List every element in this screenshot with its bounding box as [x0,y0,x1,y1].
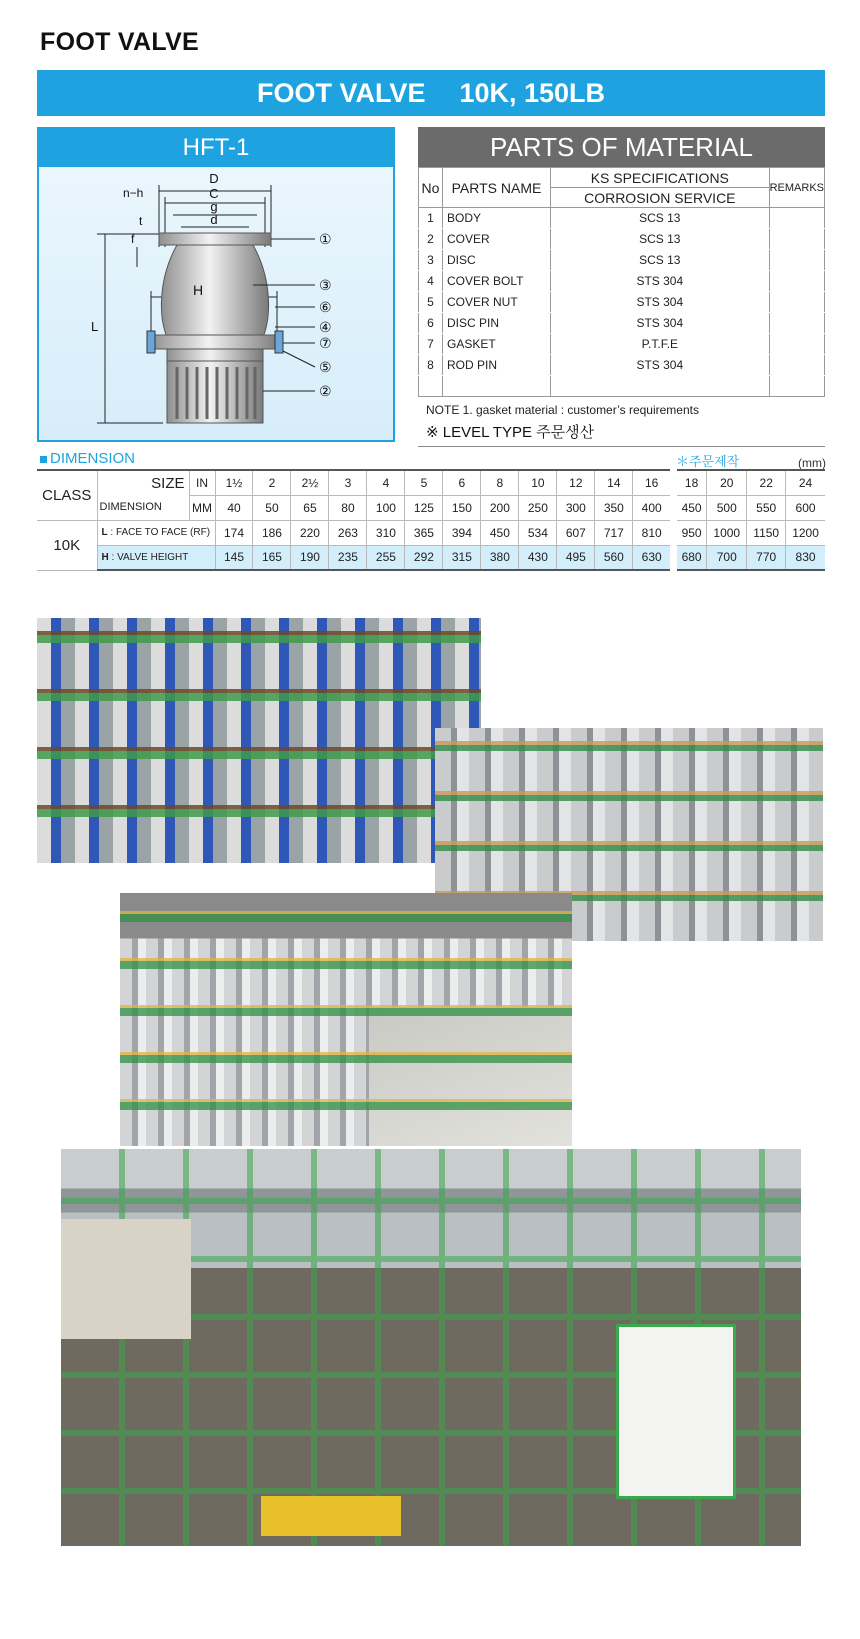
label-g: g [210,199,218,214]
parts-of-material [418,127,825,447]
valve-drawing [39,167,393,440]
label-f: f [131,232,135,246]
unit-label: (mm) [798,456,826,470]
table-row: 8 ROD PIN STS 304 [419,355,825,376]
made-to-order-label: ＊주문제작 [676,454,740,469]
header-remarks: REMARKS [769,168,824,208]
in-header: IN [189,470,215,495]
callout-2: ② [319,383,332,399]
callout-5: ⑤ [319,359,332,375]
label-H: H [193,282,204,298]
label-L: L [91,319,99,334]
valve-drawing-svg [39,167,393,440]
table-row-empty [419,376,825,397]
level-type-note: ※ LEVEL TYPE 주문생산 [418,421,825,447]
table-row: 5 COVER NUT STS 304 [419,292,825,313]
header-corrosion: CORROSION SERVICE [551,188,770,208]
model-name: HFT-1 [39,129,393,167]
warehouse-photo-overview [61,1149,801,1546]
dimension-header: DIMENSION [97,495,189,520]
table-row: 6 DISC PIN STS 304 [419,313,825,334]
header-parts-name: PARTS NAME [443,168,551,208]
banner-rating: 10K, 150LB [459,77,606,108]
warehouse-photo-valve-racks [37,618,481,863]
parts-table [418,167,825,397]
class-value: 10K [37,520,97,570]
label-nh: n−h [123,186,144,200]
parts-title: PARTS OF MATERIAL [418,127,825,167]
model-panel [37,127,395,442]
mm-header: MM [189,495,215,520]
size-header: SIZE [97,470,189,495]
page-title: FOOT VALVE [40,28,200,56]
callout-7: ⑦ [319,335,332,351]
header-ks-spec: KS SPECIFICATIONS [551,168,770,188]
callout-4: ④ [319,319,332,335]
label-d: d [210,212,218,227]
label-C: C [209,186,219,201]
table-row: 2 COVER SCS 13 [419,229,825,250]
table-row: 4 COVER BOLT STS 304 [419,271,825,292]
made-to-order-table: 18 20 22 24 450 500 550 600 950 1000 1150 1200 680 700 770 830 [677,469,825,571]
table-row: 1 BODY SCS 13 [419,208,825,229]
callout-3: ③ [319,277,332,293]
table-row: 3 DISC SCS 13 [419,250,825,271]
product-banner [37,70,825,116]
gasket-note: NOTE 1. gasket material : customer’s requirements [426,403,699,417]
class-header: CLASS [37,470,97,520]
dimension-label: DIMENSION [40,450,135,467]
warehouse-photo-aisle [120,893,572,1146]
header-no: No [419,168,443,208]
face-to-face-label: L : FACE TO FACE (RF) [97,520,215,545]
table-row: 7 GASKET P.T.F.E [419,334,825,355]
label-D: D [209,171,219,186]
dimension-table: CLASS SIZE IN 1½ 2 2½ 3 4 5 6 8 10 12 14 16 DIMENSION MM 40 50 65 80 100 125 150 200 250 300 350 400 10K L : FACE TO FACE (RF) 174 186 220 263 310 365 394 450 534 607 717 810 H : VALVE HEIGHT 145 165 190 235 255 292 315 380 430 495 560 630 [37,469,670,571]
banner-product: FOOT VALVE [256,77,426,108]
label-t: t [139,214,143,228]
valve-height-label: H : VALVE HEIGHT [97,545,215,570]
callout-6: ⑥ [319,299,332,315]
callout-1: ① [319,231,332,247]
